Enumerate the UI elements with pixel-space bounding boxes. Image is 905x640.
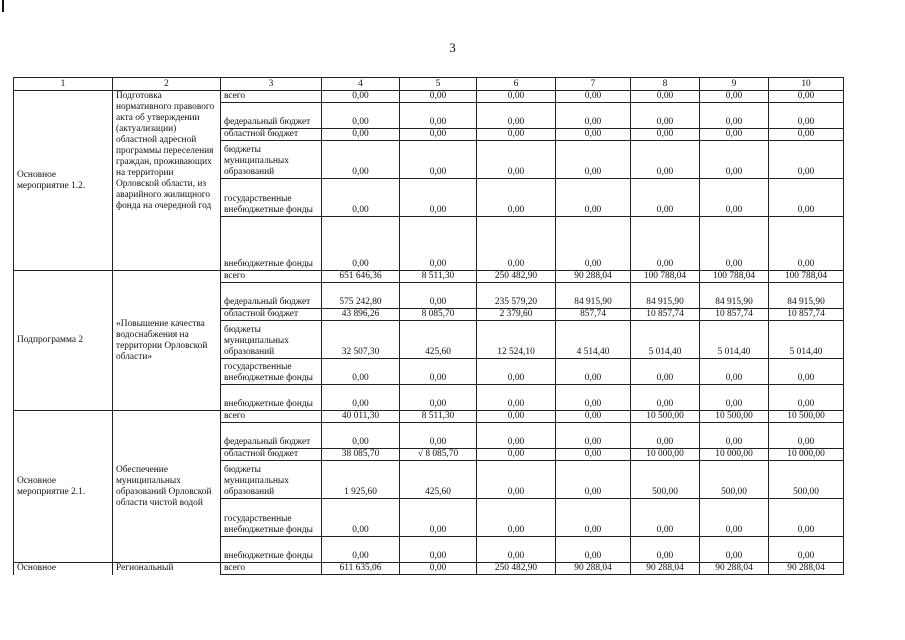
amount-cell: 500,00 xyxy=(769,461,844,499)
amount-cell: 0,00 xyxy=(700,141,769,179)
amount-cell: 0,00 xyxy=(631,499,700,537)
table-row xyxy=(14,91,844,103)
amount-cell: 90 288,04 xyxy=(631,563,700,575)
amount-cell: 0,00 xyxy=(700,499,769,537)
amount-cell: 10 500,00 xyxy=(700,411,769,423)
amount-cell: 0,00 xyxy=(631,217,700,271)
section-name: Основное xyxy=(14,563,113,575)
amount-cell: 0,00 xyxy=(769,129,844,141)
funding-source: государственные внебюджетные фонды xyxy=(221,359,322,385)
amount-cell: 0,00 xyxy=(477,103,556,129)
amount-cell: 0,00 xyxy=(322,385,400,411)
funding-source: всего xyxy=(221,91,322,103)
amount-cell: 84 915,90 xyxy=(631,283,700,309)
amount-cell: 0,00 xyxy=(700,129,769,141)
amount-cell: 0,00 xyxy=(556,217,631,271)
amount-cell: 0,00 xyxy=(556,449,631,461)
amount-cell: 0,00 xyxy=(477,461,556,499)
amount-cell: 0,00 xyxy=(477,537,556,563)
amount-cell: 0,00 xyxy=(700,217,769,271)
funding-source: федеральный бюджет xyxy=(221,423,322,449)
amount-cell: 425,60 xyxy=(400,321,477,359)
amount-cell: 857,74 xyxy=(556,309,631,321)
amount-cell: 32 507,30 xyxy=(322,321,400,359)
amount-cell: 0,00 xyxy=(400,359,477,385)
section-description: Региональный xyxy=(113,563,221,575)
amount-cell: 10 857,74 xyxy=(769,309,844,321)
funding-source: бюджеты муниципальных образований xyxy=(221,141,322,179)
amount-cell: 10 857,74 xyxy=(631,309,700,321)
amount-cell: 235 579,20 xyxy=(477,283,556,309)
amount-cell: 425,60 xyxy=(400,461,477,499)
amount-cell: 0,00 xyxy=(556,359,631,385)
section-description: Обеспечение муниципальных образований Орловской области чистой водой xyxy=(113,411,221,563)
funding-source: внебюджетные фонды xyxy=(221,217,322,271)
amount-cell: 250 482,90 xyxy=(477,563,556,575)
amount-cell: 0,00 xyxy=(631,423,700,449)
amount-cell: 0,00 xyxy=(556,461,631,499)
amount-cell: 0,00 xyxy=(700,537,769,563)
amount-cell: 0,00 xyxy=(631,141,700,179)
amount-cell: 250 482,90 xyxy=(477,271,556,283)
amount-cell: 0,00 xyxy=(322,91,400,103)
amount-cell: 0,00 xyxy=(556,411,631,423)
amount-cell: √ 8 085,70 xyxy=(400,449,477,461)
amount-cell: 10 500,00 xyxy=(631,411,700,423)
amount-cell: 0,00 xyxy=(631,91,700,103)
amount-cell: 0,00 xyxy=(477,141,556,179)
amount-cell: 0,00 xyxy=(556,179,631,217)
amount-cell: 38 085,70 xyxy=(322,449,400,461)
amount-cell: 0,00 xyxy=(400,499,477,537)
amount-cell: 0,00 xyxy=(556,423,631,449)
amount-cell: 100 788,04 xyxy=(700,271,769,283)
amount-cell: 0,00 xyxy=(556,537,631,563)
amount-cell: 43 896,26 xyxy=(322,309,400,321)
scan-edge-mark xyxy=(2,0,4,12)
amount-cell: 84 915,90 xyxy=(700,283,769,309)
amount-cell: 0,00 xyxy=(400,423,477,449)
funding-source: всего xyxy=(221,271,322,283)
column-number-6: 6 xyxy=(477,78,556,91)
amount-cell: 0,00 xyxy=(631,103,700,129)
column-number-4: 4 xyxy=(322,78,400,91)
amount-cell: 0,00 xyxy=(322,423,400,449)
section-name: Основное мероприятие 1.2. xyxy=(14,91,113,271)
amount-cell: 0,00 xyxy=(400,129,477,141)
amount-cell: 0,00 xyxy=(477,499,556,537)
amount-cell: 0,00 xyxy=(769,499,844,537)
funding-source: бюджеты муниципальных образований xyxy=(221,461,322,499)
amount-cell: 0,00 xyxy=(769,179,844,217)
column-number-3: 3 xyxy=(221,78,322,91)
budget-table-body xyxy=(14,78,844,575)
section-description: Подготовка нормативного правового акта об утверждении (актуализации) областной адресной программы переселения граждан, проживающих на территории Орловской области, из аварийного жилищного фонда на очередной год xyxy=(113,91,221,271)
amount-cell: 84 915,90 xyxy=(769,283,844,309)
amount-cell: 5 014,40 xyxy=(631,321,700,359)
amount-cell: 0,00 xyxy=(556,141,631,179)
amount-cell: 12 524,10 xyxy=(477,321,556,359)
section-name: Основное мероприятие 2.1. xyxy=(14,411,113,563)
column-number-7: 7 xyxy=(556,78,631,91)
amount-cell: 651 646,36 xyxy=(322,271,400,283)
amount-cell: 90 288,04 xyxy=(556,563,631,575)
amount-cell: 0,00 xyxy=(556,385,631,411)
amount-cell: 4 514,40 xyxy=(556,321,631,359)
amount-cell: 90 288,04 xyxy=(700,563,769,575)
amount-cell: 100 788,04 xyxy=(769,271,844,283)
amount-cell: 90 288,04 xyxy=(769,563,844,575)
amount-cell: 0,00 xyxy=(322,217,400,271)
amount-cell: 0,00 xyxy=(477,411,556,423)
amount-cell: 0,00 xyxy=(556,499,631,537)
amount-cell: 0,00 xyxy=(700,103,769,129)
amount-cell: 0,00 xyxy=(700,179,769,217)
amount-cell: 8 511,30 xyxy=(400,271,477,283)
amount-cell: 0,00 xyxy=(400,141,477,179)
amount-cell: 0,00 xyxy=(769,423,844,449)
amount-cell: 0,00 xyxy=(477,385,556,411)
amount-cell: 0,00 xyxy=(631,359,700,385)
section-name: Подпрограмма 2 xyxy=(14,271,113,411)
funding-source: всего xyxy=(221,411,322,423)
amount-cell: 84 915,90 xyxy=(556,283,631,309)
amount-cell: 0,00 xyxy=(769,103,844,129)
funding-source: внебюджетные фонды xyxy=(221,537,322,563)
funding-source: всего xyxy=(221,563,322,575)
funding-source: федеральный бюджет xyxy=(221,283,322,309)
amount-cell: 0,00 xyxy=(631,385,700,411)
amount-cell: 10 000,00 xyxy=(700,449,769,461)
funding-source: государственные внебюджетные фонды xyxy=(221,499,322,537)
amount-cell: 0,00 xyxy=(769,359,844,385)
amount-cell: 0,00 xyxy=(556,129,631,141)
funding-source: областной бюджет xyxy=(221,309,322,321)
amount-cell: 0,00 xyxy=(769,141,844,179)
budget-table xyxy=(13,77,844,575)
column-number-9: 9 xyxy=(700,78,769,91)
amount-cell: 0,00 xyxy=(477,179,556,217)
amount-cell: 0,00 xyxy=(322,179,400,217)
amount-cell: 0,00 xyxy=(322,103,400,129)
amount-cell: 0,00 xyxy=(400,385,477,411)
table-row xyxy=(14,271,844,283)
amount-cell: 500,00 xyxy=(700,461,769,499)
amount-cell: 90 288,04 xyxy=(556,271,631,283)
amount-cell: 0,00 xyxy=(631,129,700,141)
column-number-1: 1 xyxy=(14,78,113,91)
amount-cell: 0,00 xyxy=(322,141,400,179)
amount-cell: 0,00 xyxy=(769,537,844,563)
column-number-row xyxy=(14,78,844,91)
table-row xyxy=(14,563,844,575)
amount-cell: 2 379,60 xyxy=(477,309,556,321)
amount-cell: 0,00 xyxy=(769,217,844,271)
amount-cell: 10 857,74 xyxy=(700,309,769,321)
amount-cell: 8 085,70 xyxy=(400,309,477,321)
amount-cell: 0,00 xyxy=(477,449,556,461)
amount-cell: 0,00 xyxy=(556,103,631,129)
column-number-2: 2 xyxy=(113,78,221,91)
amount-cell: 611 635,06 xyxy=(322,563,400,575)
amount-cell: 1 925,60 xyxy=(322,461,400,499)
column-number-10: 10 xyxy=(769,78,844,91)
amount-cell: 0,00 xyxy=(400,179,477,217)
amount-cell: 0,00 xyxy=(477,91,556,103)
amount-cell: 0,00 xyxy=(400,103,477,129)
amount-cell: 10 000,00 xyxy=(769,449,844,461)
funding-source: государственные внебюджетные фонды xyxy=(221,179,322,217)
amount-cell: 500,00 xyxy=(631,461,700,499)
amount-cell: 0,00 xyxy=(322,537,400,563)
funding-source: областной бюджет xyxy=(221,449,322,461)
amount-cell: 0,00 xyxy=(769,91,844,103)
amount-cell: 0,00 xyxy=(700,91,769,103)
funding-source: федеральный бюджет xyxy=(221,103,322,129)
amount-cell: 0,00 xyxy=(477,423,556,449)
amount-cell: 575 242,80 xyxy=(322,283,400,309)
amount-cell: 10 000,00 xyxy=(631,449,700,461)
section-description: «Повышение качества водоснабжения на территории Орловской области» xyxy=(113,271,221,411)
amount-cell: 0,00 xyxy=(400,563,477,575)
amount-cell: 0,00 xyxy=(400,537,477,563)
amount-cell: 0,00 xyxy=(700,385,769,411)
amount-cell: 0,00 xyxy=(700,359,769,385)
amount-cell: 0,00 xyxy=(400,91,477,103)
table-row xyxy=(14,411,844,423)
amount-cell: 0,00 xyxy=(700,423,769,449)
amount-cell: 0,00 xyxy=(631,537,700,563)
amount-cell: 0,00 xyxy=(477,359,556,385)
amount-cell: 0,00 xyxy=(322,129,400,141)
funding-source: бюджеты муниципальных образований xyxy=(221,321,322,359)
amount-cell: 10 500,00 xyxy=(769,411,844,423)
amount-cell: 0,00 xyxy=(322,359,400,385)
amount-cell: 0,00 xyxy=(400,217,477,271)
amount-cell: 0,00 xyxy=(631,179,700,217)
amount-cell: 0,00 xyxy=(769,385,844,411)
page-number: 3 xyxy=(449,40,456,55)
amount-cell: 100 788,04 xyxy=(631,271,700,283)
amount-cell: 0,00 xyxy=(477,129,556,141)
column-number-8: 8 xyxy=(631,78,700,91)
amount-cell: 40 011,30 xyxy=(322,411,400,423)
amount-cell: 0,00 xyxy=(400,283,477,309)
amount-cell: 8 511,30 xyxy=(400,411,477,423)
funding-source: внебюджетные фонды xyxy=(221,385,322,411)
amount-cell: 5 014,40 xyxy=(700,321,769,359)
funding-source: областной бюджет xyxy=(221,129,322,141)
amount-cell: 5 014,40 xyxy=(769,321,844,359)
amount-cell: 0,00 xyxy=(556,91,631,103)
amount-cell: 0,00 xyxy=(477,217,556,271)
amount-cell: 0,00 xyxy=(322,499,400,537)
column-number-5: 5 xyxy=(400,78,477,91)
